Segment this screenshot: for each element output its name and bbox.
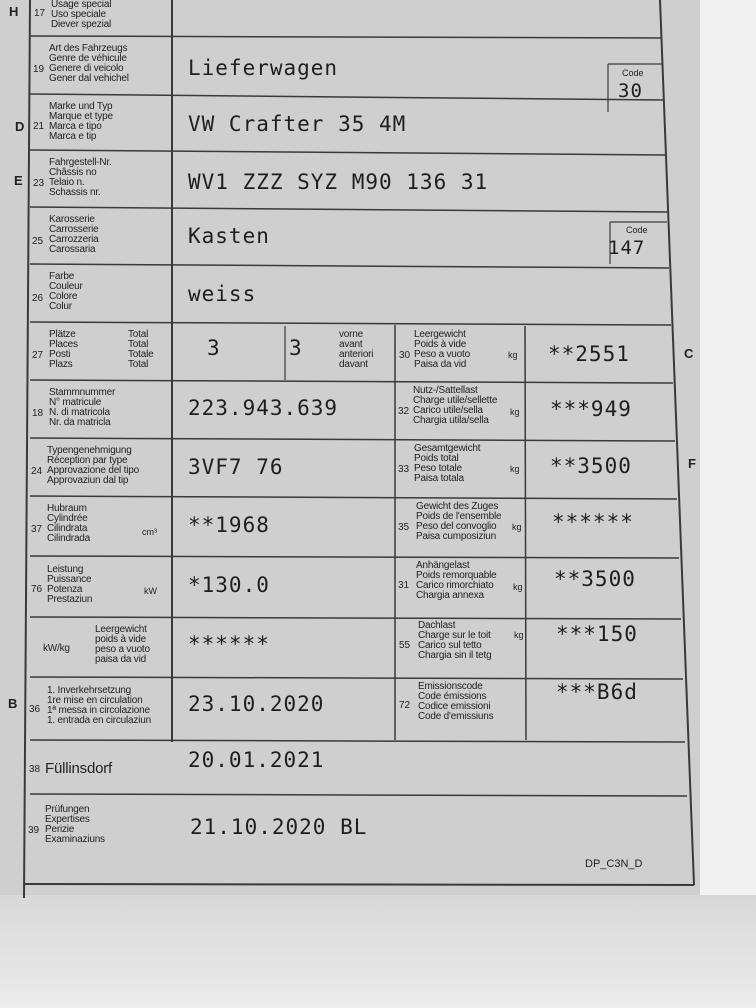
row-24-number: 24: [31, 466, 43, 477]
towing-capacity-value: **3500: [554, 567, 636, 591]
row-26-number: 26: [32, 293, 44, 304]
displacement-value: **1968: [188, 513, 270, 537]
row-19-number: 19: [33, 64, 45, 75]
margin-letter-h: H: [9, 4, 19, 19]
gross-weight-unit: kg: [510, 464, 520, 474]
row-19-label: Art des Fahrzeugs Genre de véhicule Genere di veicolo Gener dal vehichel: [49, 43, 129, 84]
seats-label: Plätze Places Posti Plazs: [49, 329, 78, 370]
curb-weight-unit: kg: [508, 350, 518, 360]
seats-total-label: Total Total Totale Total: [128, 329, 154, 370]
place-of-issue-label: Füllinsdorf: [45, 760, 112, 777]
curb-weight-label: Leergewicht Poids à vide Peso a vuoto Paisa da vid: [414, 329, 470, 370]
margin-letter-f: F: [688, 456, 696, 471]
displacement-unit: cm³: [142, 527, 157, 537]
emission-code-label: Emissionscode Code émissions Codice emissioni Code d'emissiuns: [418, 681, 494, 722]
margin-letter-e: E: [14, 173, 23, 188]
date-of-issue-value: 20.01.2021: [188, 748, 325, 772]
color-value: weiss: [188, 282, 257, 306]
row-25-number: 25: [32, 236, 44, 247]
type-approval-label: Typengenehmigung Réception par type Approvazione del tipo Approvaziun dal tip: [47, 445, 139, 486]
seats-front-label: vorne avant anteriori davant: [339, 329, 374, 370]
margin-letter-b: B: [8, 696, 18, 711]
row-21-label: Marke und Typ Marque et type Marca e tipo Marca e tip: [49, 101, 113, 142]
row-38-number: 38: [29, 764, 41, 775]
power-weight-ratio-label: kW/kg: [43, 643, 70, 654]
row-36-number: 36: [29, 704, 41, 715]
row-21-number: 21: [33, 121, 45, 132]
power-value: *130.0: [188, 573, 270, 597]
roof-load-unit: kg: [514, 630, 524, 640]
gross-weight-value: **3500: [550, 454, 632, 478]
margin-letter-d: D: [15, 119, 25, 134]
first-registration-label: 1. Inverkehrsetzung 1re mise en circulation 1ª messa in circolazione 1. entrada en circulaziun: [47, 685, 151, 726]
chassis-number-value: WV1 ZZZ SYZ M90 136 31: [188, 170, 489, 194]
row-76-number: 76: [31, 584, 43, 595]
power-weight-ratio-value: ******: [188, 632, 270, 656]
registry-number-label: Stammnummer N° matricule N. di matricola Nr. da matricla: [49, 387, 116, 428]
power-label: Leistung Puissance Potenza Prestaziun: [47, 564, 93, 605]
margin-letter-c: C: [684, 346, 694, 361]
row-17-number: 17: [34, 8, 46, 19]
inspection-label: Prüfungen Expertises Perizie Examinaziuns: [45, 804, 105, 845]
payload-label: Nutz-/Sattellast Charge utile/sellette Carico utile/sella Chargia utila/sella: [413, 385, 498, 426]
form-code: DP_C3N_D: [585, 858, 643, 870]
towing-capacity-label: Anhängelast Poids remorquable Carico rimorchiato Chargia annexa: [416, 560, 497, 601]
row-26-label: Farbe Couleur Colore Colur: [49, 271, 83, 312]
train-weight-label: Gewicht des Zuges Poids de l'ensemble Peso del convoglio Paisa cumposiziun: [416, 501, 502, 542]
row-33-number: 33: [398, 464, 410, 475]
row-25-label: Karosserie Carrosserie Carrozzeria Carossaria: [49, 214, 99, 255]
power-weight-curb-label: Leergewicht poids à vide peso a vuoto paisa da vid: [95, 624, 150, 665]
vehicle-type-value: Lieferwagen: [188, 56, 339, 80]
roof-load-label: Dachlast Charge sur le toit Carico sul tetto Chargia sin il tetg: [418, 620, 492, 661]
row-27-number: 27: [32, 350, 44, 361]
row-17-label: Usage special Uso speciale Diever spezial: [51, 0, 112, 30]
power-unit: kW: [144, 586, 157, 596]
row-72-number: 72: [399, 700, 411, 711]
row-23-label: Fahrgestell-Nr. Châssis no Telaio n. Schassis nr.: [49, 157, 112, 198]
body-type-value: Kasten: [188, 224, 270, 248]
row-30-number: 30: [399, 350, 411, 361]
train-weight-value: ******: [552, 510, 634, 534]
seats-total-value: 3: [207, 336, 221, 360]
row-18-number: 18: [32, 408, 44, 419]
gross-weight-label: Gesamtgewicht Poids total Peso totale Paisa totala: [414, 443, 481, 484]
row-39-number: 39: [28, 825, 40, 836]
body-type-code-label: Code: [626, 225, 648, 235]
inspection-value: 21.10.2020 BL: [190, 815, 368, 839]
first-registration-value: 23.10.2020: [188, 692, 325, 716]
payload-unit: kg: [510, 407, 520, 417]
emission-code-value: ***B6d: [556, 680, 638, 704]
vehicle-type-code-label: Code: [622, 68, 644, 78]
vehicle-type-code: 30: [618, 80, 643, 102]
row-35-number: 35: [398, 522, 410, 533]
row-31-number: 31: [398, 580, 410, 591]
row-23-number: 23: [33, 178, 45, 189]
roof-load-value: ***150: [556, 622, 638, 646]
train-weight-unit: kg: [512, 522, 522, 532]
row-32-number: 32: [398, 406, 410, 417]
seats-front-value: 3: [289, 336, 303, 360]
registry-number-value: 223.943.639: [188, 396, 339, 420]
row-55-number: 55: [399, 640, 411, 651]
towing-capacity-unit: kg: [513, 582, 523, 592]
row-37-number: 37: [31, 524, 43, 535]
curb-weight-value: **2551: [548, 342, 630, 366]
type-approval-value: 3VF7 76: [188, 455, 284, 479]
make-model-value: VW Crafter 35 4M: [188, 112, 407, 136]
body-type-code: 147: [608, 237, 646, 259]
displacement-label: Hubraum Cylindrée Cilindrata Cilindrada: [47, 503, 91, 544]
payload-value: ***949: [550, 397, 632, 421]
